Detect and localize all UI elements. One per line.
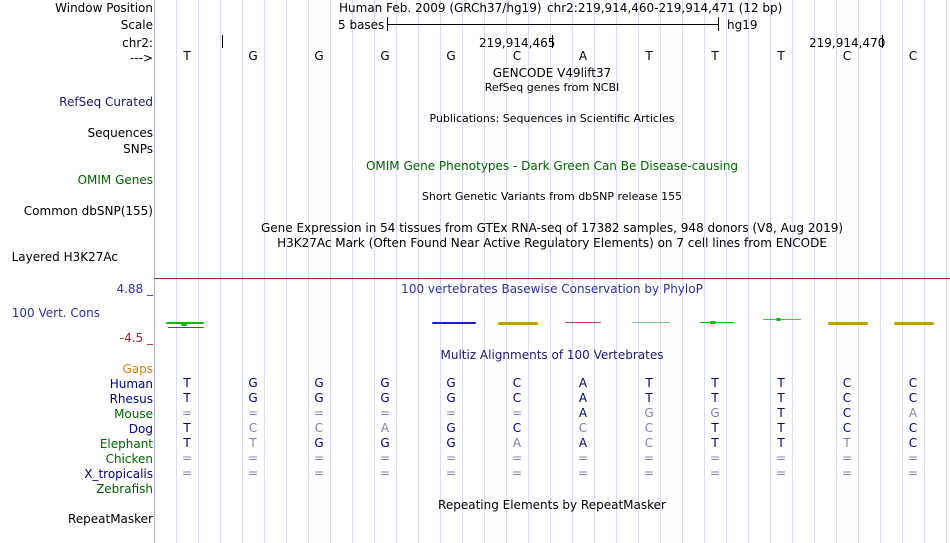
alignment-base: C [842,391,852,405]
dbsnp-track-title: Short Genetic Variants from dbSNP release 155 [421,190,683,203]
scale-bar [387,24,718,25]
alignment-base: T [645,376,653,390]
species-label[interactable]: Human [109,377,153,391]
conservation-mark [168,327,204,328]
gridline [308,0,309,543]
species-label[interactable]: Dog [128,422,153,436]
track-label-refseq[interactable]: RefSeq Curated [59,95,153,109]
alignment-base: C [908,391,918,405]
gridline [814,0,815,543]
species-label[interactable]: Zebrafish [96,482,153,496]
alignment-base: T [183,391,191,405]
reference-base: G [380,49,390,63]
alignment-base: = [445,451,457,465]
refseq-track-title: RefSeq genes from NCBI [484,81,620,94]
track-label-dbsnp[interactable]: Common dbSNP(155) [23,204,153,218]
gridline [264,0,265,543]
alignment-base: = [841,466,853,480]
position-text: chr2:219,914,460-219,914,471 (12 bp) [547,1,783,15]
alignment-base: = [907,451,919,465]
alignment-base: C [314,421,324,435]
h3k27ac-track-title: H3K27Ac Mark (Often Found Near Active Regulatory Elements) on 7 cell lines from ENCODE [277,236,827,250]
alignment-base: G [380,436,390,450]
cons-max-label: 4.88 _ [116,282,153,296]
chrom-label[interactable]: chr2: [122,36,153,50]
conservation-mark [828,322,868,325]
alignment-base: C [842,376,852,390]
alignment-base: = [511,466,523,480]
alignment-base: G [380,391,390,405]
gridline [924,0,925,543]
alignment-base: T [777,436,785,450]
alignment-base: A [578,391,588,405]
alignment-base: C [512,421,522,435]
alignment-base: G [644,406,654,420]
alignment-base: = [775,466,787,480]
conservation-mark [894,322,934,325]
track-label-sequences[interactable]: Sequences [87,126,153,140]
reference-base: G [446,49,456,63]
alignment-base: A [578,406,588,420]
gridline [352,0,353,543]
alignment-base: T [183,436,191,450]
alignment-base: G [446,436,456,450]
alignment-base: = [445,466,457,480]
gridline [682,0,683,543]
cons-min-label: -4.5 _ [119,331,153,345]
alignment-base: T [249,436,257,450]
conservation-mark [700,322,734,323]
alignment-base: = [379,451,391,465]
alignment-base: T [711,436,719,450]
gridline [726,0,727,543]
conservation-mark [632,322,670,323]
alignment-base: = [907,466,919,480]
alignment-base: C [908,376,918,390]
alignment-base: C [908,436,918,450]
alignment-base: C [842,421,852,435]
gridline [176,0,177,543]
coord-tick-2 [882,35,883,48]
alignment-base: G [248,376,258,390]
publications-track-title: Publications: Sequences in Scientific Articles [429,112,675,125]
gridline [902,0,903,543]
species-label[interactable]: Chicken [105,452,153,466]
alignment-base: = [445,406,457,420]
alignment-base: T [183,376,191,390]
reference-base: T [777,49,785,63]
species-label[interactable]: Mouse [114,407,153,421]
alignment-base: C [578,421,588,435]
gridline [330,0,331,543]
alignment-base: = [577,466,589,480]
alignment-base: C [644,421,654,435]
gridline [946,0,947,543]
label-divider [154,0,155,543]
alignment-base: G [314,376,324,390]
alignment-base: = [511,406,523,420]
alignment-base: C [842,406,852,420]
gridline [242,0,243,543]
alignment-base: = [709,466,721,480]
alignment-base: G [380,376,390,390]
gridline [638,0,639,543]
alignment-base: T [777,406,785,420]
scale-bar-right-tick [718,17,719,31]
alignment-base: G [248,391,258,405]
alignment-base: = [379,466,391,480]
alignment-base: C [248,421,258,435]
reference-base: C [842,49,852,63]
omim-track-title: OMIM Gene Phenotypes - Dark Green Can Be Disease-causing [365,159,739,173]
coord-tick-minor [222,35,223,48]
coord-tick-label-1: 219,914,465 [479,36,556,50]
conservation-mark [498,322,538,325]
alignment-base: G [710,406,720,420]
alignment-base: = [247,466,259,480]
gridline [374,0,375,543]
gridline [792,0,793,543]
alignment-base: G [446,421,456,435]
scale-text: 5 bases [338,18,385,32]
reference-base: A [578,49,588,63]
strand-arrow-label[interactable]: ---> [129,51,153,65]
track-label-omim[interactable]: OMIM Genes [77,173,153,187]
gridline [220,0,221,543]
alignment-base: = [181,466,193,480]
coord-tick-label-2: 219,914,470 [809,36,886,50]
gtex-track-title: Gene Expression in 54 tissues from GTEx RNA-seq of 17382 samples, 948 donors (V8, Aug 2019) [260,221,844,235]
alignment-base: = [181,406,193,420]
alignment-base: C [908,421,918,435]
alignment-base: = [643,451,655,465]
alignment-base: = [247,451,259,465]
conservation-mark [432,322,476,324]
gridline [462,0,463,543]
gridline [880,0,881,543]
alignment-base: A [578,436,588,450]
track-label-gaps[interactable]: Gaps [122,362,153,376]
conservation-mark [565,322,601,323]
alignment-base: = [313,406,325,420]
repeatmasker-track-title: Repeating Elements by RepeatMasker [438,498,666,512]
alignment-base: = [511,451,523,465]
alignment-base: = [181,451,193,465]
window-position-label[interactable]: Window Position [55,1,153,15]
alignment-base: G [314,391,324,405]
scale-label[interactable]: Scale [120,18,153,32]
gridline [660,0,661,543]
reference-base: C [908,49,918,63]
conservation-mark [776,318,781,321]
alignment-base: T [843,436,851,450]
alignment-base: T [777,421,785,435]
alignment-base: C [644,436,654,450]
gridline [748,0,749,543]
alignment-base: G [446,391,456,405]
alignment-base: A [512,436,522,450]
alignment-base: T [645,391,653,405]
alignment-base: G [314,436,324,450]
alignment-base: = [313,451,325,465]
conservation-mark [181,322,187,326]
gridline [704,0,705,543]
reference-base: T [645,49,653,63]
alignment-base: = [643,466,655,480]
alignment-base: = [709,451,721,465]
alignment-base: = [379,406,391,420]
alignment-base: A [380,421,390,435]
coord-tick-1 [552,35,553,48]
gencode-track-title: GENCODE V49lift37 [492,66,612,80]
reference-base: C [512,49,522,63]
alignment-base: T [777,376,785,390]
alignment-base: T [777,391,785,405]
track-label-repeatmasker[interactable]: RepeatMasker [67,512,153,526]
alignment-base: = [775,451,787,465]
gridline [836,0,837,543]
species-label[interactable]: Elephant [99,437,153,451]
alignment-base: = [247,406,259,420]
gridline [198,0,199,543]
gridline [286,0,287,543]
alignment-base: = [313,466,325,480]
alignment-base: T [711,376,719,390]
conservation-mark [763,319,801,320]
alignment-base: G [446,376,456,390]
species-label[interactable]: Rhesus [109,392,153,406]
alignment-base: = [577,451,589,465]
gridline [770,0,771,543]
assembly-text: Human Feb. 2009 (GRCh37/hg19) [339,1,542,15]
track-label-vert-cons[interactable]: 100 Vert. Cons [11,306,100,320]
gridline [418,0,419,543]
phylop-track-title: 100 vertebrates Basewise Conservation by PhyloP [401,282,703,296]
track-label-snps[interactable]: SNPs [123,142,153,156]
alignment-base: T [183,421,191,435]
alignment-base: C [512,391,522,405]
alignment-base: T [711,421,719,435]
alignment-base: A [578,376,588,390]
scale-db-text: hg19 [727,18,758,32]
reference-base: G [314,49,324,63]
reference-base: T [183,49,191,63]
gridline [440,0,441,543]
reference-base: T [711,49,719,63]
multiz-track-title: Multiz Alignments of 100 Vertebrates [440,348,664,362]
gridline [396,0,397,543]
alignment-base: A [908,406,918,420]
reference-base: G [248,49,258,63]
h3k27ac-baseline [154,278,950,279]
track-label-h3k27ac[interactable]: Layered H3K27Ac [11,250,118,264]
alignment-base: = [841,451,853,465]
alignment-base: C [512,376,522,390]
alignment-base: T [711,391,719,405]
gridline [858,0,859,543]
conservation-mark [710,321,716,324]
species-label[interactable]: X_tropicalis [84,467,153,481]
